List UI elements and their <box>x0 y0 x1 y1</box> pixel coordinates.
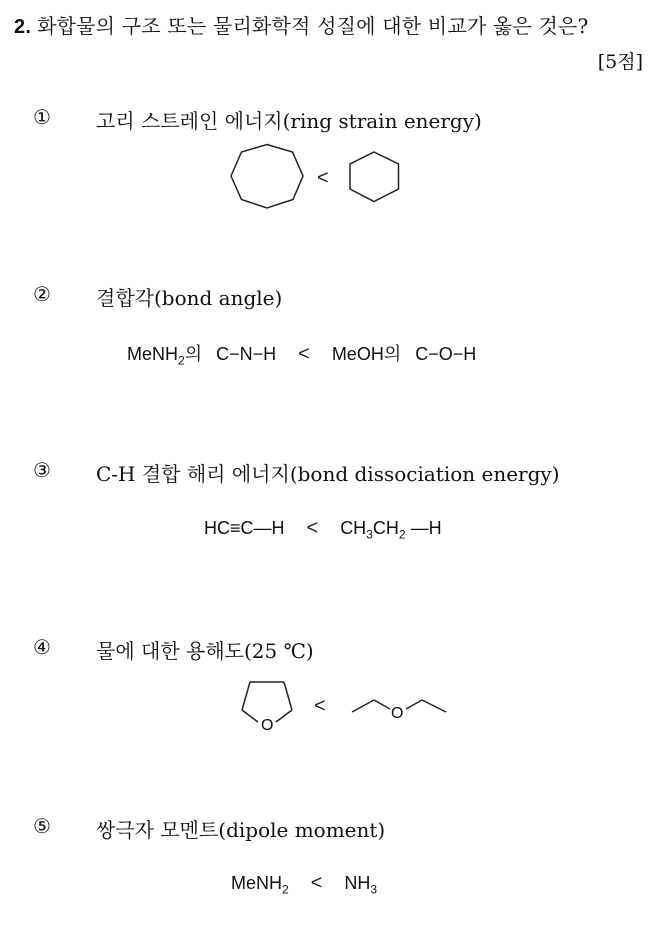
cyclohexane-ring <box>350 152 399 202</box>
ammonia-formula: $NH_3$ <box>344 873 378 897</box>
cnh-bond: C−N−H <box>216 344 277 364</box>
thf-oxygen: O <box>261 717 274 734</box>
methylamine-formula-5: MeNH$_2$ <box>231 873 289 897</box>
option-1-label: 고리 스트레인 에너지(ring strain energy) <box>96 109 482 133</box>
option-5-less-than: < <box>310 872 323 894</box>
option-1-less-than: < <box>317 167 329 189</box>
coh-bond: C−O−H <box>415 344 477 364</box>
option-3-marker[interactable]: ③ <box>33 458 51 482</box>
ether-oxygen: O <box>391 705 404 722</box>
option-4-less-than: < <box>314 695 326 717</box>
question-number: 2. <box>14 16 32 38</box>
option-2-marker[interactable]: ② <box>33 282 51 306</box>
ethane-formula: $CH_3CH_2$ —H <box>340 518 442 542</box>
option-1-structures <box>225 142 410 212</box>
methanol-formula: MeOH의 <box>331 344 402 365</box>
option-5-expression <box>231 872 377 895</box>
question-points: [5점] <box>597 51 643 73</box>
question-title <box>14 10 588 39</box>
option-3-less-than: < <box>306 517 319 539</box>
option-4-label: 물에 대한 용해도(25 ℃) <box>96 639 314 663</box>
question-text: 화합물의 구조 또는 물리화학적 성질에 대한 비교가 옳은 것은? <box>37 14 589 38</box>
thf-ring <box>242 682 292 734</box>
option-1-marker[interactable]: ① <box>33 105 51 129</box>
methylamine-formula: MeNH$_2$의 <box>127 344 203 368</box>
diethyl-ether <box>352 700 446 722</box>
option-2-less-than: < <box>298 343 310 365</box>
option-4-marker[interactable]: ④ <box>33 635 51 659</box>
option-2-expression <box>127 340 476 366</box>
option-3-expression <box>204 517 442 540</box>
option-2-label: 결합각(bond angle) <box>96 286 283 310</box>
acetylene-formula: HC≡C—H <box>204 518 285 538</box>
cycloheptane-ring <box>231 145 303 209</box>
option-4-structures <box>240 678 455 738</box>
option-5-label: 쌍극자 모멘트(dipole moment) <box>96 818 386 842</box>
option-3-label: C-H 결합 해리 에너지(bond dissociation energy) <box>96 462 560 486</box>
option-5-marker[interactable]: ⑤ <box>33 814 51 838</box>
